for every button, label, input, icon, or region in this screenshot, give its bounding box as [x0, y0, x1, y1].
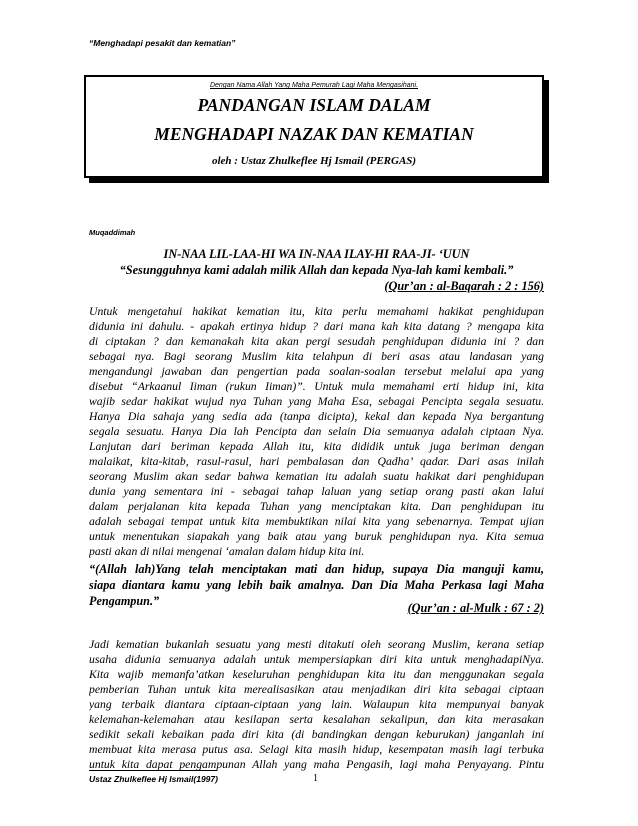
running-header: “Menghadapi pesakit dan kematian” — [89, 38, 236, 48]
footer-rule — [89, 770, 217, 771]
quote-line: Pengampun.” — [89, 594, 160, 608]
text-line: wajib sedar hakikat wujud nya Tuhan yang Maha Esa, sebagai Pencipta segala sesuatu. — [89, 395, 544, 408]
title-box — [84, 75, 544, 178]
text-line: seorang Muslim akan sedar bahwa kematian itu adalah suatu hakikat dari penghidupan — [89, 470, 544, 483]
verse-transliteration: IN-NAA LIL-LAA-HI WA IN-NAA ILAY-HI RAA-JI- ‘UUN — [163, 247, 470, 261]
text-line: Kita wajib memanfa’atkan keseluruhan penghidupan kita itu dan menggunakan segala — [89, 668, 544, 681]
paragraph-2 — [89, 637, 544, 772]
text-line: untuk menentukan siapakah yang baik atau yang buruk penghidupan nya. Kita semua — [89, 530, 544, 543]
verse-translation: “Sesungguhnya kami adalah milik Allah dan kepada Nya-lah kami kembali.” — [119, 263, 514, 277]
text-line: dalam perjalanan kita kepada Tuhan yang menciptakan kita. Dan penghidupan itu — [89, 500, 544, 513]
basmalah: Dengan Nama Allah Yang Maha Pemurah Lagi Maha Mengasihani. — [209, 82, 419, 89]
text-line: Jadi kematian bukanlah sesuatu yang mesti ditakuti oleh seorang Muslim, kerana setiap — [89, 638, 544, 651]
quote-line: siapa diantara kamu yang lebih baik amalnya. Dan Dia Maha Perkasa lagi Maha — [89, 578, 544, 592]
text-line: dunia yang sementara ini - sebagai tahap laluan yang setiap orang pasti akan lalui — [89, 485, 544, 498]
quote-reference: (Qur’an : al-Mulk : 67 : 2) — [407, 601, 544, 615]
text-line: segala sesuatu. Hanya Dia lah Pencipta dan selain Dia semuanya adalah ciptaan Nya. — [89, 425, 544, 438]
text-line: sebagai nya. Bagi seorang Muslim kita telahpun di beri asas atau landasan yang — [89, 350, 544, 363]
paragraph-1 — [89, 304, 544, 559]
text-line: disebut “Arkaanul Iiman (rukun Iiman)”. Untuk mula memahami erti hidup ini, kita — [89, 380, 544, 393]
quote-line: “(Allah lah)Yang telah menciptakan mati dan hidup, supaya Dia manguji kamu, — [89, 562, 544, 576]
footer-author: Ustaz Zhulkeflee Hj Ismail(1997) — [89, 774, 218, 784]
text-line: kelemahan-kelemahan atau kesilapan serta kesalahan sekalipun, dan kita merasakan — [89, 713, 544, 726]
text-line: Untuk mengetahui hakikat kematian itu, kita perlu memahami hakikat penghidupan — [89, 305, 544, 318]
text-line: malaikat, kita-kitab, rasul-rasul, hari pembalasan dan Qadha’ qadar. Dari asas inilah — [89, 455, 544, 468]
author-line: oleh : Ustaz Zhulkeflee Hj Ismail (PERGAS) — [211, 155, 417, 167]
text-line: didunia ini dahulu. - apakah ertinya hidup ? dari mana kah kita datang ? mengapa kita — [89, 320, 544, 333]
page-number: 1 — [313, 773, 318, 784]
text-line: membuat kita merasa putus asa. Selagi kita masih hidup, kesempatan masih lagi terbuka — [89, 743, 544, 756]
text-line: sedikit sekali kebaikan pada diri kita (di bandingkan dengan keburukan) janganlah ini — [89, 728, 544, 741]
text-line: adalah sebagai tempat untuk kita membuktikan nilai kita yang sebenarnya. Tempat ujian — [89, 515, 544, 528]
title-line-2: MENGHADAPI NAZAK DAN KEMATIAN — [154, 124, 474, 144]
text-line: pemberian Tuhan untuk kita merealisasikan atau menjadikan diri kita sebagai ciptaan — [89, 683, 544, 696]
text-line: untuk kita dapat pengampunan Allah yang maha Pengasih, lagi maha Penyayang. Pintu — [89, 758, 544, 771]
section-label: Muqaddimah — [89, 228, 136, 237]
title-line-1: PANDANGAN ISLAM DALAM — [197, 95, 431, 115]
text-line: usaha didunia semuanya adalah untuk mempersiapkan diri kita untuk menghadapiNya. — [89, 653, 544, 666]
text-line: yang terbaik diantara ciptaan-ciptaan yang lain. Walaupun kita mempunyai banyak — [89, 698, 544, 711]
text-line: pasti akan di nilai mengenai ‘amalan dalam hidup kita ini. — [89, 545, 365, 558]
text-line: Hanya Dia sahaja yang sedia ada (tanpa dicipta), kekal dan kepada Nya bergantung — [89, 410, 544, 423]
text-line: di ciptakan ? dan kemanakah kita akan pergi sesudah penghidupan didunia ini ? dan — [89, 335, 544, 348]
verse-reference: (Qur’an : al-Baqarah : 2 : 156) — [384, 279, 544, 293]
text-line: Lanjutan dari beriman kepada Allah itu, kita dididik untuk juga beriman dengan — [89, 440, 544, 453]
text-line: mengandungi jawaban dan pengertian pada soalan-soalan tersebut melalui apa yang — [89, 365, 544, 378]
